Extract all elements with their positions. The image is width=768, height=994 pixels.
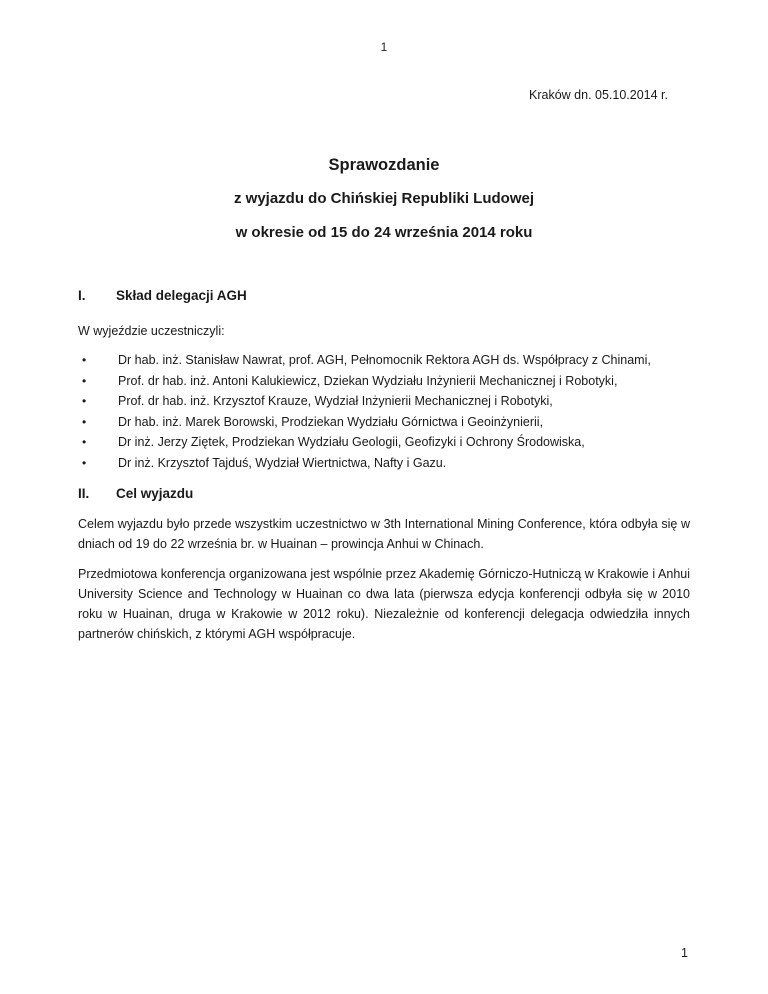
- list-item: • Dr hab. inż. Stanisław Nawrat, prof. AGH, Pełnomocnik Rektora AGH ds. Współpracy z Chinami,: [78, 350, 651, 371]
- document-subtitle-line-2: w okresie od 15 do 24 września 2014 roku: [235, 224, 533, 241]
- list-item: • Dr inż. Jerzy Ziętek, Prodziekan Wydziału Geologii, Geofizyki i Ochrony Środowiska,: [78, 432, 651, 453]
- delegation-members-list: [78, 350, 651, 473]
- document-title: Sprawozdanie: [328, 156, 440, 174]
- footer-page-number: 1: [681, 946, 688, 960]
- document-subtitle-line-1: z wyjazdu do Chińskiej Republiki Ludowej: [233, 190, 535, 207]
- bullet-icon: •: [82, 373, 87, 388]
- list-item: • Prof. dr hab. inż. Antoni Kalukiewicz, Dziekan Wydziału Inżynierii Mechanicznej i Robotyki,: [78, 371, 651, 392]
- list-item: • Dr inż. Krzysztof Tajduś, Wydział Wiertnictwa, Nafty i Gazu.: [78, 453, 651, 474]
- bullet-icon: •: [82, 455, 87, 470]
- bullet-icon: •: [82, 414, 87, 429]
- section-1-heading: [78, 288, 690, 303]
- section-1-title: Skład delegacji AGH: [116, 288, 247, 303]
- list-item: • Prof. dr hab. inż. Krzysztof Krauze, Wydział Inżynierii Mechanicznej i Robotyki,: [78, 391, 651, 412]
- document-title-block: [0, 148, 768, 250]
- purpose-paragraph-1: Celem wyjazdu było przede wszystkim uczestnictwo w 3th International Mining Conference, która odbyła się w dniach od 19 do 22 września br. w Huainan – prowincja Anhui w Chinach.: [78, 517, 690, 551]
- section-1-number: I.: [78, 288, 86, 303]
- bullet-icon: •: [82, 394, 87, 408]
- list-item: • Dr hab. inż. Marek Borowski, Prodziekan Wydziału Górnictwa i Geoinżynierii,: [78, 412, 651, 433]
- purpose-paragraph-2: Przedmiotowa konferencja organizowana jest wspólnie przez Akademię Górniczo-Hutniczą w Krakowie i Anhui University Science and Technology w Huainan co dwa lata (pierwsza edycja konferencji odbyła się w 2010 roku w Huainan, druga w Krakowie w 2012 roku). Niezależnie od konferencji delegacja odwiedziła innych partnerów chińskich, z którymi AGH współpracuje.: [78, 567, 690, 641]
- section-2-title: Cel wyjazdu: [116, 486, 194, 501]
- section-2-number: II.: [78, 486, 90, 501]
- bullet-icon: •: [82, 353, 87, 367]
- header-page-number: 1: [380, 42, 388, 54]
- section-2-heading: [78, 486, 690, 501]
- members-intro: W wyjeździe uczestniczyli:: [78, 324, 225, 338]
- bullet-icon: •: [82, 435, 87, 449]
- place-and-date: Kraków dn. 05.10.2014 r.: [529, 88, 668, 102]
